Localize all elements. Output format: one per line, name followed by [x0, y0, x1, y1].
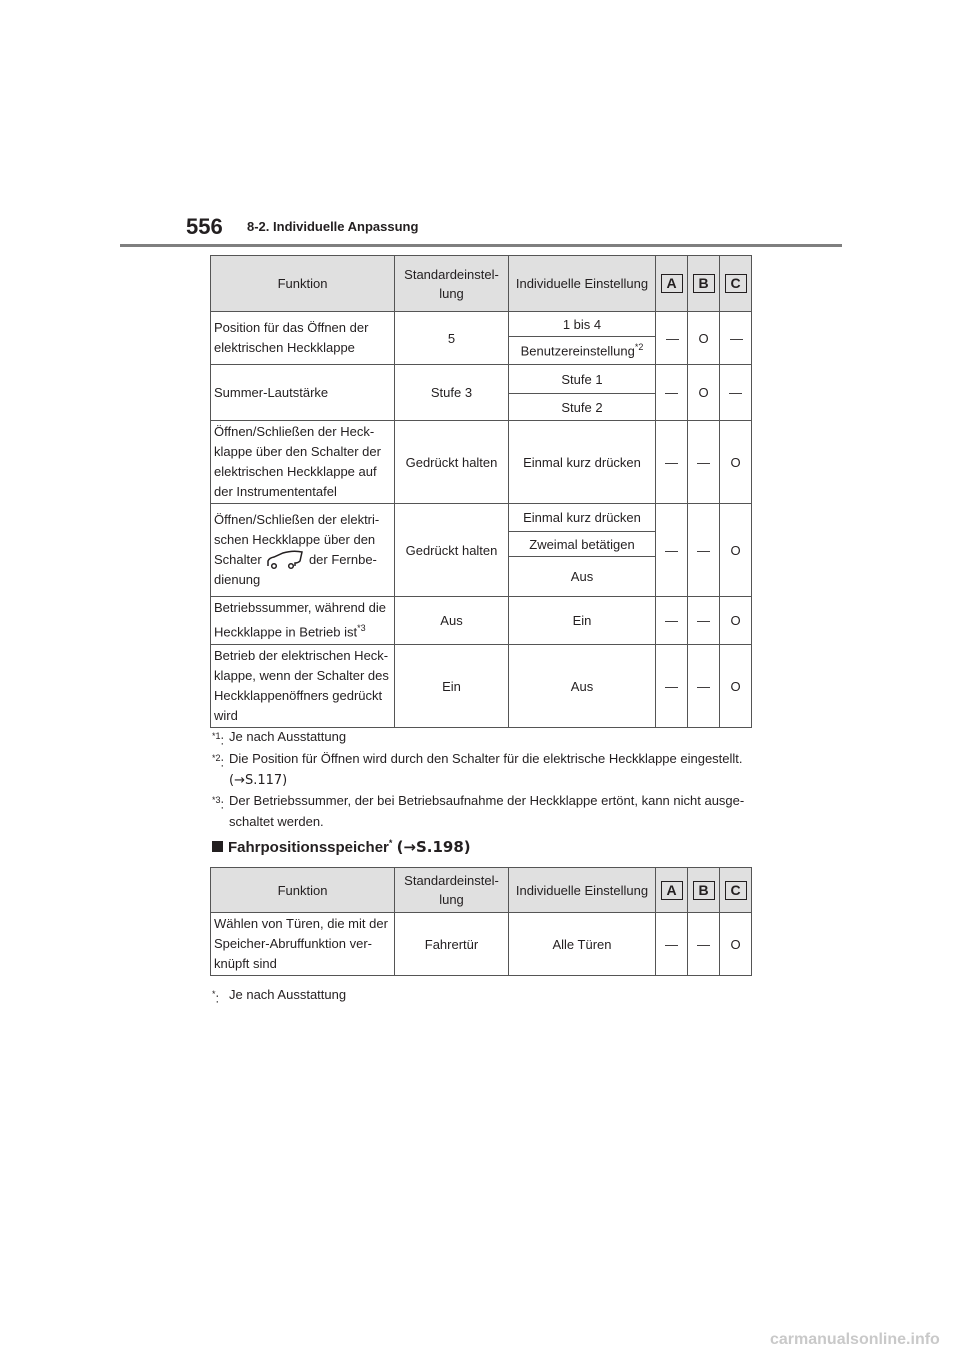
square-bullet-icon: [212, 841, 223, 852]
header-custom: Individuelle Einstellung: [509, 256, 656, 312]
cell-b: —: [688, 504, 720, 597]
default-cell: Gedrückt halten: [395, 504, 509, 597]
page-number: 556: [186, 214, 223, 239]
header-function: Funktion: [211, 256, 395, 312]
function-cell: Betrieb der elektrischen Heck-klappe, wenn der Schalter des Heckklappenöffners gedrückt wird: [211, 645, 395, 728]
page-reference[interactable]: (→S.198): [396, 838, 471, 856]
custom-cell: Einmal kurz drücken: [509, 421, 656, 504]
default-cell: Aus: [395, 597, 509, 645]
cell-b: —: [688, 913, 720, 976]
custom-cell: Stufe 1: [509, 365, 656, 394]
function-cell: Summer-Lautstärke: [211, 365, 395, 421]
cell-a: —: [656, 645, 688, 728]
cell-c: —: [720, 365, 752, 421]
cell-c: —: [720, 312, 752, 365]
table-row: [211, 597, 752, 645]
cell-b: —: [688, 597, 720, 645]
header-default: Standardeinstel-lung: [395, 868, 509, 913]
custom-cell: Zweimal betätigen: [509, 532, 656, 557]
footnote: $^{*1}$: Je nach Ausstattung: [212, 729, 347, 748]
custom-cell: 1 bis 4: [509, 312, 656, 337]
cell-c: O: [720, 645, 752, 728]
cell-a: —: [656, 597, 688, 645]
table-header-row: [211, 256, 752, 312]
watermark: carmanualsonline.info: [770, 1331, 940, 1348]
label-a: A: [661, 881, 683, 900]
cell-a: —: [656, 421, 688, 504]
default-cell: 5: [395, 312, 509, 365]
cell-a: —: [656, 913, 688, 976]
label-c: C: [725, 274, 747, 293]
function-cell: Wählen von Türen, die mit der Speicher-Abruffunktion ver-knüpft sind: [211, 913, 395, 976]
settings-table-tailgate: [210, 255, 752, 728]
default-cell: Ein: [395, 645, 509, 728]
cell-c: O: [720, 913, 752, 976]
custom-cell: Alle Türen: [509, 913, 656, 976]
custom-cell: Ein: [509, 597, 656, 645]
table-row: [211, 913, 752, 976]
function-cell: Betriebssummer, während die Heckklappe in Betrieb ist$^{*3}$: [211, 597, 395, 645]
table-header-row: [211, 868, 752, 913]
cell-c: O: [720, 597, 752, 645]
default-cell: Stufe 3: [395, 365, 509, 421]
label-a: A: [661, 274, 683, 293]
table-row: [211, 421, 752, 504]
default-cell: Fahrertür: [395, 913, 509, 976]
header-divider: [120, 244, 842, 247]
function-cell: Öffnen/Schließen der Heck-klappe über den Schalter der elektrischen Heckklappe auf der Instrumententafel: [211, 421, 395, 504]
custom-cell: Aus: [509, 557, 656, 597]
footnote: $^{*3}$: Der Betriebssummer, der bei Betriebsaufnahme der Heckklappe ertönt, kann nicht ausge-schaltet werden.: [212, 793, 745, 829]
table-row: [211, 312, 752, 337]
footnote: $^{*2}$: Die Position für Öffnen wird durch den Schalter für die elektrische Heckklappe eingestellt. (→S.117): [212, 751, 743, 788]
cell-b: O: [688, 365, 720, 421]
page-reference[interactable]: (→S.117): [229, 773, 288, 788]
custom-cell: Aus: [509, 645, 656, 728]
footnote: *: Je nach Ausstattung: [212, 987, 347, 1006]
tailgate-switch-icon: [265, 550, 305, 570]
header-custom: Individuelle Einstellung: [509, 868, 656, 913]
default-cell: Gedrückt halten: [395, 421, 509, 504]
settings-table-memory: [210, 867, 752, 976]
function-cell: Position für das Öffnen der elektrischen Heckklappe: [211, 312, 395, 365]
label-b: B: [693, 881, 715, 900]
custom-cell: Einmal kurz drücken: [509, 504, 656, 532]
cell-b: —: [688, 645, 720, 728]
label-c: C: [725, 881, 747, 900]
cell-b: —: [688, 421, 720, 504]
section-heading: Fahrpositionsspeicher* (→S.198): [212, 838, 471, 856]
table-row: [211, 365, 752, 394]
cell-a: —: [656, 365, 688, 421]
header-function: Funktion: [211, 868, 395, 913]
function-cell: Öffnen/Schließen der elektri-schen Heckklappe über den Schalter der Fernbe-dienung: [211, 504, 395, 597]
custom-cell: Benutzereinstellung$^{*2}$: [509, 337, 656, 365]
table-row: [211, 645, 752, 728]
label-b: B: [693, 274, 715, 293]
table-row: [211, 504, 752, 532]
cell-a: —: [656, 312, 688, 365]
header-default: Standardeinstel-lung: [395, 256, 509, 312]
cell-b: O: [688, 312, 720, 365]
custom-cell: Stufe 2: [509, 394, 656, 421]
cell-c: O: [720, 504, 752, 597]
section-title: 8-2. Individuelle Anpassung: [247, 219, 419, 234]
cell-a: —: [656, 504, 688, 597]
cell-c: O: [720, 421, 752, 504]
